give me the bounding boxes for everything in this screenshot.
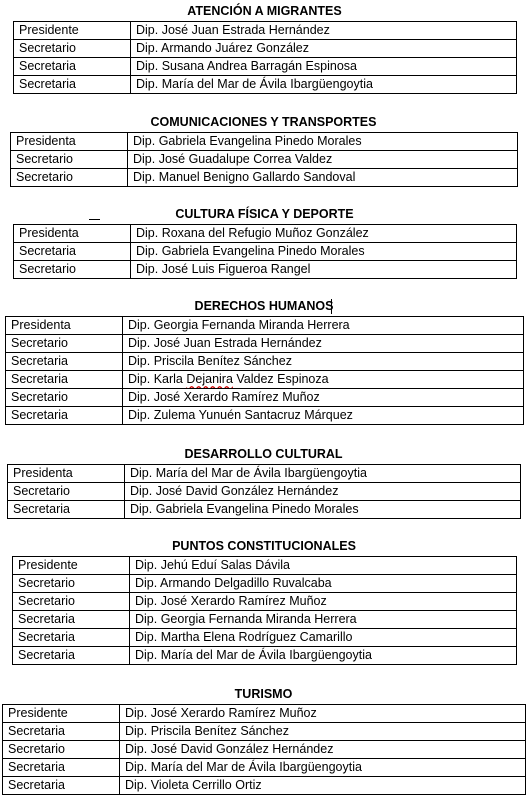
committee-title: PUNTOS CONSTITUCIONALES	[172, 539, 356, 553]
committee-title: DESARROLLO CULTURAL	[184, 447, 343, 461]
table-row	[6, 353, 524, 371]
member-name-cell: Dip. María del Mar de Ávila Ibargüengoytia	[125, 465, 521, 483]
role-cell: Secretario	[11, 169, 128, 187]
table-row	[6, 389, 524, 407]
committee-title: DERECHOS HUMANOS	[194, 299, 334, 313]
name-part: Valdez Espinoza	[232, 372, 329, 386]
table-row	[11, 151, 518, 169]
members-table	[10, 132, 518, 187]
committee-title: TURISMO	[234, 687, 293, 701]
member-name-cell: Dip. José Xerardo Ramírez Muñoz	[130, 593, 517, 611]
member-name-cell: Dip. María del Mar de Ávila Ibargüengoytia	[120, 759, 526, 777]
member-name-cell: Dip. Manuel Benigno Gallardo Sandoval	[128, 169, 518, 187]
member-name-cell: Dip. Priscila Benítez Sánchez	[123, 353, 524, 371]
role-cell: Secretario	[3, 741, 120, 759]
member-name-cell: Dip. Roxana del Refugio Muñoz González	[131, 225, 517, 243]
member-name-cell: Dip. Zulema Yunuén Santacruz Márquez	[123, 407, 524, 425]
role-cell: Secretario	[14, 261, 131, 279]
table-row	[13, 575, 517, 593]
table-row	[3, 759, 526, 777]
member-name-cell: Dip. Susana Andrea Barragán Espinosa	[131, 58, 517, 76]
member-name-cell: Dip. Gabriela Evangelina Pinedo Morales	[131, 243, 517, 261]
role-cell: Secretaria	[14, 58, 131, 76]
role-cell: Secretaria	[6, 353, 123, 371]
table-row	[14, 40, 517, 58]
role-cell: Presidenta	[6, 317, 123, 335]
name-part: Dip. Karla	[128, 372, 187, 386]
members-table	[13, 224, 517, 279]
members-table	[5, 316, 524, 425]
member-name-cell: Dip. José David González Hernández	[120, 741, 526, 759]
table-row	[6, 335, 524, 353]
role-cell: Secretario	[8, 483, 125, 501]
member-name-cell: Dip. Georgia Fernanda Miranda Herrera	[123, 317, 524, 335]
member-name-cell: Dip. María del Mar de Ávila Ibargüengoytia	[131, 76, 517, 94]
member-name-cell: Dip. Gabriela Evangelina Pinedo Morales	[128, 133, 518, 151]
members-table	[13, 21, 517, 94]
role-cell: Secretario	[13, 593, 130, 611]
member-name-cell	[123, 371, 524, 389]
role-cell: Presidenta	[11, 133, 128, 151]
member-name-cell: Dip. Armando Delgadillo Ruvalcaba	[130, 575, 517, 593]
table-row	[13, 557, 517, 575]
table-row	[11, 133, 518, 151]
table-row	[3, 705, 526, 723]
role-cell: Presidente	[3, 705, 120, 723]
table-row	[14, 243, 517, 261]
member-name-cell: Dip. Armando Juárez González	[131, 40, 517, 58]
members-table	[7, 464, 521, 519]
committee-title: CULTURA FÍSICA Y DEPORTE	[175, 207, 354, 221]
table-row	[6, 371, 524, 389]
member-name-cell: Dip. Violeta Cerrillo Ortiz	[120, 777, 526, 795]
table-row	[6, 407, 524, 425]
member-name-cell: Dip. Jehú Eduí Salas Dávila	[130, 557, 517, 575]
table-row	[13, 647, 517, 665]
role-cell: Secretaria	[3, 777, 120, 795]
member-name-cell: Dip. José Xerardo Ramírez Muñoz	[120, 705, 526, 723]
member-name-cell: Dip. José Juan Estrada Hernández	[131, 22, 517, 40]
role-cell: Secretaria	[6, 407, 123, 425]
role-cell: Presidenta	[14, 225, 131, 243]
table-row	[8, 483, 521, 501]
table-row	[8, 501, 521, 519]
table-row	[13, 629, 517, 647]
role-cell: Presidenta	[8, 465, 125, 483]
role-cell: Secretario	[6, 389, 123, 407]
member-name-cell: Dip. Georgia Fernanda Miranda Herrera	[130, 611, 517, 629]
committee-title: ATENCIÓN A MIGRANTES	[187, 4, 342, 18]
role-cell: Presidente	[13, 557, 130, 575]
member-name-cell: Dip. José David González Hernández	[125, 483, 521, 501]
member-name-cell: Dip. José Luis Figueroa Rangel	[131, 261, 517, 279]
table-row	[3, 777, 526, 795]
member-name-cell: Dip. José Juan Estrada Hernández	[123, 335, 524, 353]
member-name-cell: Dip. Gabriela Evangelina Pinedo Morales	[125, 501, 521, 519]
role-cell: Secretaria	[14, 76, 131, 94]
role-cell: Secretaria	[8, 501, 125, 519]
table-row	[3, 741, 526, 759]
table-row	[13, 611, 517, 629]
role-cell: Secretario	[6, 335, 123, 353]
role-cell: Secretario	[11, 151, 128, 169]
members-table	[12, 556, 517, 665]
member-name-cell: Dip. María del Mar de Ávila Ibargüengoytia	[130, 647, 517, 665]
table-row	[8, 465, 521, 483]
role-cell: Secretario	[14, 40, 131, 58]
members-table	[2, 704, 526, 795]
role-cell: Presidente	[14, 22, 131, 40]
role-cell: Secretaria	[3, 723, 120, 741]
spellcheck-marked-word: Dejanira	[186, 372, 233, 386]
member-name-cell: Dip. José Guadalupe Correa Valdez	[128, 151, 518, 169]
member-name-cell: Dip. José Xerardo Ramírez Muñoz	[123, 389, 524, 407]
role-cell: Secretario	[13, 575, 130, 593]
table-row	[14, 225, 517, 243]
role-cell: Secretaria	[14, 243, 131, 261]
role-cell: Secretaria	[6, 371, 123, 389]
table-row	[13, 593, 517, 611]
role-cell: Secretaria	[13, 611, 130, 629]
table-row	[14, 22, 517, 40]
role-cell: Secretaria	[3, 759, 120, 777]
role-cell: Secretaria	[13, 647, 130, 665]
table-row	[6, 317, 524, 335]
member-name-cell: Dip. Martha Elena Rodríguez Camarillo	[130, 629, 517, 647]
committee-title: COMUNICACIONES Y TRANSPORTES	[150, 115, 377, 129]
table-row	[14, 261, 517, 279]
table-row	[11, 169, 518, 187]
table-row	[3, 723, 526, 741]
table-row	[14, 76, 517, 94]
role-cell: Secretaria	[13, 629, 130, 647]
member-name-cell: Dip. Priscila Benítez Sánchez	[120, 723, 526, 741]
table-row	[14, 58, 517, 76]
